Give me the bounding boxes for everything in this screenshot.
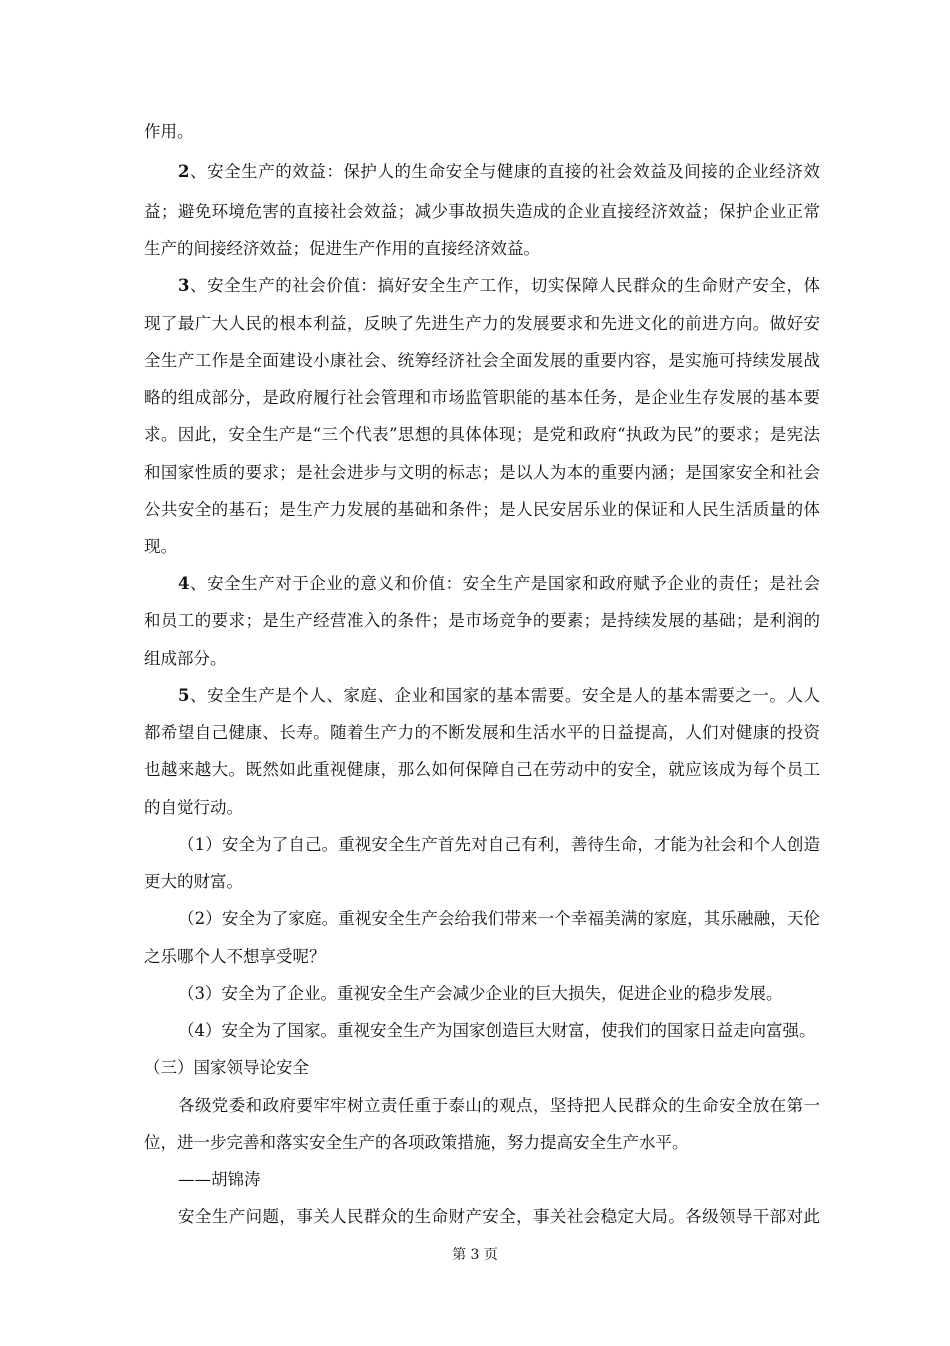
text-line: 公共安全的基石；是生产力发展的基础和条件；是人民安居乐业的保证和人民生活质量的体 [144, 500, 820, 519]
text-line: 之乐哪个人不想享受呢？ [144, 947, 326, 966]
list-item-1-line-1: （1）安全为了自己。重视安全生产首先对自己有利，善待生命，才能为社会和个人创造 [178, 835, 820, 854]
text-line: 安全生产问题，事关人民群众的生命财产安全，事关社会稳定大局。各级领导干部对此 [178, 1207, 820, 1226]
text-line: 求。因此，安全生产是“三个代表”思想的具体体现；是党和政府“执政为民”的要求；是宪法 [144, 425, 820, 444]
quote-attribution: ——胡锦涛 [178, 1170, 261, 1189]
section-heading: （三）国家领导论安全 [144, 1058, 309, 1077]
paragraph-4-line-1 [178, 573, 820, 595]
text-line: 和员工的要求；是生产经营准入的条件；是市场竞争的要素；是持续发展的基础；是利润的 [144, 611, 820, 630]
list-item-3: （3）安全为了企业。重视安全生产会减少企业的巨大损失，促进企业的稳步发展。 [178, 984, 783, 1003]
text-line: 益；避免环境危害的直接社会效益；减少事故损失造成的企业直接经济效益；保护企业正常 [144, 202, 820, 221]
text-line: 组成部分。 [144, 649, 227, 668]
text-line: 都希望自己健康、长寿。随着生产力的不断发展和生活水平的日益提高，人们对健康的投资 [144, 723, 820, 742]
list-item-2-line-1: （2）安全为了家庭。重视安全生产会给我们带来一个幸福美满的家庭，其乐融融，天伦 [178, 909, 820, 928]
text-line: 现。 [144, 537, 177, 556]
list-item-4: （4）安全为了国家。重视安全生产为国家创造巨大财富，使我们的国家日益走向富强。 [178, 1021, 816, 1040]
text-line: 也越来越大。既然如此重视健康，那么如何保障自己在劳动中的安全，就应该成为每个员工 [144, 760, 820, 779]
item-number: 3 [178, 276, 190, 295]
paragraph-3-line-1 [178, 275, 820, 297]
paragraph-2-line-1 [178, 161, 820, 183]
text-span: 、安全生产的效益：保护人的生命安全与健康的直接的社会效益及间接的企业经济效 [189, 162, 820, 181]
text-span: 、安全生产对于企业的意义和价值：安全生产是国家和政府赋予企业的责任；是社会 [189, 574, 820, 593]
text-line: 更大的财富。 [144, 872, 243, 891]
text-span: 、安全生产的社会价值：搞好安全生产工作，切实保障人民群众的生命财产安全，体 [189, 276, 820, 295]
text-span: 、安全生产是个人、家庭、企业和国家的基本需要。安全是人的基本需要之一。人人 [189, 686, 820, 705]
text-line: 和国家性质的要求；是社会进步与文明的标志；是以人为本的重要内涵；是国家安全和社会 [144, 463, 820, 482]
paragraph-5-line-1 [178, 685, 820, 707]
text-line: 全生产工作是全面建设小康社会、统筹经济社会全面发展的重要内容，是实施可持续发展战 [144, 351, 820, 370]
item-number: 5 [178, 686, 190, 705]
item-number: 2 [178, 162, 190, 181]
text-line: 生产的间接经济效益；促进生产作用的直接经济效益。 [144, 239, 540, 258]
text-line: 作用。 [144, 122, 194, 141]
text-line: 的自觉行动。 [144, 798, 243, 817]
item-number: 4 [178, 574, 190, 593]
text-line: 位，进一步完善和落实安全生产的各项政策措施，努力提高安全生产水平。 [144, 1133, 689, 1152]
quote-line-1: 各级党委和政府要牢牢树立责任重于泰山的观点，坚持把人民群众的生命安全放在第一 [178, 1096, 820, 1115]
text-line: 现了最广大人民的根本利益，反映了先进生产力的发展要求和先进文化的前进方向。做好安 [144, 314, 820, 333]
page-number: 第 3 页 [452, 1247, 498, 1263]
text-line: 略的组成部分，是政府履行社会管理和市场监管职能的基本任务，是企业生存发展的基本要 [144, 388, 820, 407]
